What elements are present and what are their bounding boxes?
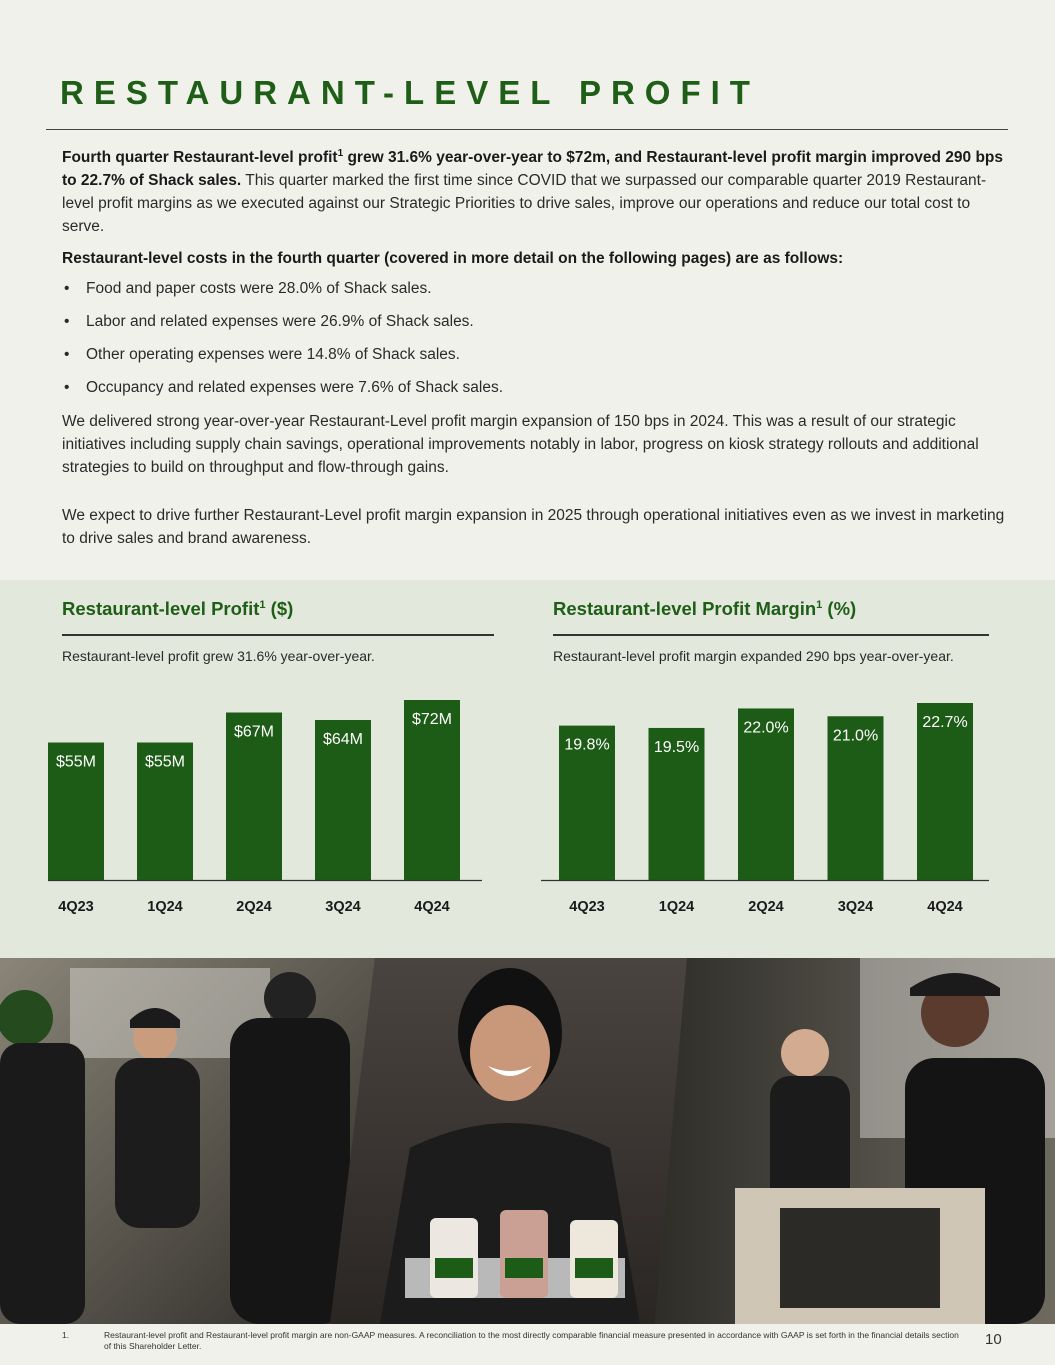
intro-paragraph bbox=[62, 142, 1012, 238]
x-tick-label: 3Q24 bbox=[837, 899, 874, 915]
x-tick-label: 4Q24 bbox=[414, 899, 450, 915]
data-label: 22.7% bbox=[922, 714, 968, 731]
costs-heading: Restaurant-level costs in the fourth quarter (covered in more detail on the following pages) are as follows: bbox=[62, 250, 844, 268]
paragraph-margin-expansion: We delivered strong year-over-year Restaurant-Level profit margin expansion of 150 bps in 2024. This was a result of our strategic initiatives including supply chain savings, operational improvements notably in labor, progress on kiosk strategy rollouts and additional strategies to build on throughput and flow-through gains. bbox=[62, 413, 979, 477]
charts-section bbox=[0, 580, 1055, 958]
page-title: RESTAURANT-LEVEL PROFIT bbox=[60, 74, 760, 111]
right-photo bbox=[655, 958, 1055, 1324]
costs-list bbox=[62, 278, 1012, 410]
center-photo bbox=[330, 958, 687, 1324]
data-label: 22.0% bbox=[743, 719, 789, 737]
data-label: $72M bbox=[411, 711, 453, 728]
data-label: 19.8% bbox=[564, 736, 610, 754]
x-tick-label: 4Q23 bbox=[58, 899, 94, 915]
data-label: $55M bbox=[55, 753, 97, 771]
footnote-text: Restaurant-level profit and Restaurant-level profit margin are non-GAAP measures. A reconciliation to the most directly comparable financial measure presented in accordance with GAAP is set forth in the financial details section of this Shareholder Letter. bbox=[104, 1330, 959, 1351]
x-tick-label: 2Q24 bbox=[236, 899, 272, 915]
chart-title: Restaurant-level Profit Margin$^1$ (%) bbox=[553, 598, 857, 619]
chart-subtitle: Restaurant-level profit margin expanded 290 bps year-over-year. bbox=[553, 648, 954, 664]
x-tick-label: 3Q24 bbox=[325, 899, 361, 915]
intro-regular: This quarter marked the first time since COVID that we surpassed our comparable quarter 2019 Restaurant-level profit margins as we executed against our Strategic Priorities to drive sales, improve our operations and reduce our total cost to serve. bbox=[62, 172, 987, 236]
footnote-number: 1. bbox=[62, 1330, 70, 1340]
data-label: $67M bbox=[233, 723, 275, 741]
bullet-icon: • bbox=[64, 346, 70, 364]
bullet-icon: • bbox=[64, 313, 70, 331]
body-text bbox=[62, 142, 1012, 550]
x-tick-label: 1Q24 bbox=[658, 899, 695, 915]
list-item: • Labor and related expenses were 26.9% of Shack sales. bbox=[62, 311, 1012, 344]
data-label: 21.0% bbox=[832, 727, 879, 745]
chart-title: Restaurant-level Profit$^1$ ($) bbox=[62, 598, 294, 619]
x-tick-label: 1Q24 bbox=[147, 899, 183, 915]
chart-subtitle: Restaurant-level profit grew 31.6% year-over-year. bbox=[62, 648, 375, 664]
data-label: 19.5% bbox=[653, 738, 700, 756]
title-divider bbox=[46, 129, 1008, 130]
chart-plot bbox=[553, 580, 989, 958]
data-label: $55M bbox=[144, 753, 186, 771]
data-label: $64M bbox=[322, 731, 364, 748]
margin-chart bbox=[553, 580, 989, 958]
profit-chart bbox=[55, 580, 494, 958]
x-tick-label: 4Q23 bbox=[569, 899, 605, 915]
x-tick-label: 4Q24 bbox=[927, 899, 963, 915]
page-number: 10 bbox=[985, 1331, 1002, 1348]
intro-bold: Fourth quarter Restaurant-level profit$^1$ grew 31.6% year-over-year to $72m, and Restaurant-level profit margin improved 290 bps to 22.7% of Shack sales. bbox=[62, 148, 1004, 190]
x-tick-label: 2Q24 bbox=[748, 899, 784, 915]
left-photo bbox=[0, 958, 375, 1324]
bullet-icon: • bbox=[64, 379, 70, 397]
bullet-icon: • bbox=[64, 280, 70, 298]
list-item: • Occupancy and related expenses were 7.6% of Shack sales. bbox=[62, 377, 1012, 410]
photo-collage bbox=[0, 958, 1055, 1324]
list-item: • Food and paper costs were 28.0% of Shack sales. bbox=[62, 278, 1012, 311]
chart-plot bbox=[55, 580, 494, 958]
list-item: • Other operating expenses were 14.8% of Shack sales. bbox=[62, 344, 1012, 377]
team-photo-collage bbox=[0, 958, 1055, 1324]
paragraph-outlook: We expect to drive further Restaurant-Level profit margin expansion in 2025 through operational initiatives even as we invest in marketing to drive sales and brand awareness. bbox=[62, 507, 1005, 548]
